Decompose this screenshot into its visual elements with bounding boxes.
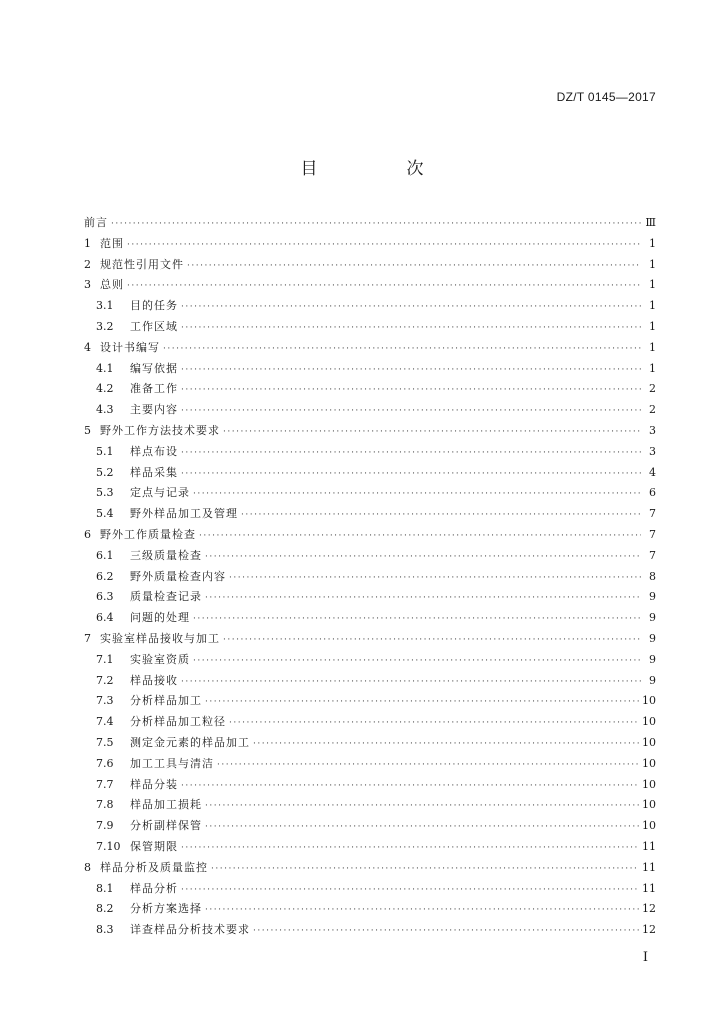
toc-entry[interactable] xyxy=(84,567,656,588)
toc-entry[interactable] xyxy=(84,213,656,234)
toc-entry-page: 3 xyxy=(649,444,656,458)
toc-entry-page: 10 xyxy=(642,756,656,770)
toc-entry-page: 6 xyxy=(649,486,656,500)
toc-entry-label: 总则 xyxy=(100,278,124,292)
toc-entry[interactable] xyxy=(84,837,656,858)
toc-entry-page: 3 xyxy=(649,423,656,437)
toc-entry-number: 7.6 xyxy=(96,756,114,770)
toc-entry[interactable] xyxy=(84,400,656,421)
toc-entry[interactable] xyxy=(84,899,656,920)
toc-entry-page: 1 xyxy=(649,319,656,333)
toc-entry[interactable] xyxy=(84,483,656,504)
toc-entry[interactable] xyxy=(84,608,656,629)
page-title: 目 次 xyxy=(300,159,460,179)
toc-entry-page: 1 xyxy=(649,236,656,250)
toc-entry-number: 5.1 xyxy=(96,444,114,458)
toc-entry-label: 样品加工损耗 xyxy=(130,798,202,812)
toc-entry-label: 分析样品加工 xyxy=(130,694,202,708)
toc-entry-number: 6.4 xyxy=(96,611,114,625)
toc-entry[interactable] xyxy=(84,442,656,463)
toc-entry-number: 3.2 xyxy=(96,319,114,333)
table-of-contents xyxy=(84,213,656,941)
toc-entry-label: 样品分装 xyxy=(130,777,178,791)
toc-entry-label: 样点布设 xyxy=(130,444,178,458)
standard-code: DZ/T 0145—2017 xyxy=(556,90,656,104)
page-number: I xyxy=(642,950,648,965)
toc-leader-dots xyxy=(229,568,641,589)
toc-entry-number: 7.10 xyxy=(96,839,121,853)
toc-entry[interactable] xyxy=(84,712,656,733)
toc-entry-page: 8 xyxy=(649,569,656,583)
toc-entry-number: 8.1 xyxy=(96,881,114,895)
toc-leader-dots xyxy=(211,859,639,880)
toc-entry[interactable] xyxy=(84,275,656,296)
toc-entry-label: 样品分析 xyxy=(130,881,178,895)
toc-leader-dots xyxy=(205,588,641,609)
toc-entry[interactable] xyxy=(84,816,656,837)
toc-leader-dots xyxy=(181,318,641,339)
toc-entry-label: 准备工作 xyxy=(130,382,178,396)
toc-entry-label: 问题的处理 xyxy=(130,611,190,625)
toc-entry-label: 设计书编写 xyxy=(100,340,160,354)
toc-entry-number: 7.3 xyxy=(96,694,114,708)
toc-entry[interactable] xyxy=(84,255,656,276)
toc-entry-page: 10 xyxy=(642,777,656,791)
toc-entry-page: 7 xyxy=(649,527,656,541)
toc-leader-dots xyxy=(205,692,639,713)
toc-entry-page: 7 xyxy=(649,507,656,521)
toc-entry-label: 定点与记录 xyxy=(130,486,190,500)
toc-entry-page: 9 xyxy=(649,652,656,666)
toc-entry-page: 7 xyxy=(649,548,656,562)
toc-entry-label: 实验室样品接收与加工 xyxy=(100,631,220,645)
toc-entry-number: 5 xyxy=(84,423,91,437)
toc-entry[interactable] xyxy=(84,733,656,754)
toc-entry-page: Ⅲ xyxy=(645,216,656,229)
toc-entry-number: 7 xyxy=(84,631,91,645)
toc-entry-page: 1 xyxy=(649,257,656,271)
toc-entry[interactable] xyxy=(84,587,656,608)
toc-entry-page: 10 xyxy=(642,798,656,812)
toc-leader-dots xyxy=(229,713,639,734)
toc-leader-dots xyxy=(127,276,641,297)
toc-leader-dots xyxy=(187,256,641,277)
toc-entry-number: 4.2 xyxy=(96,382,114,396)
toc-entry-page: 9 xyxy=(649,631,656,645)
toc-entry-label: 分析副样保管 xyxy=(130,819,202,833)
toc-entry-number: 3 xyxy=(84,278,91,292)
toc-leader-dots xyxy=(193,651,641,672)
toc-leader-dots xyxy=(205,817,639,838)
toc-leader-dots xyxy=(163,339,641,360)
toc-leader-dots xyxy=(217,755,639,776)
toc-entry-label: 保管期限 xyxy=(130,839,178,853)
toc-entry-number: 8.3 xyxy=(96,923,114,937)
toc-leader-dots xyxy=(193,484,641,505)
toc-entry-page: 10 xyxy=(642,715,656,729)
toc-entry-number: 5.4 xyxy=(96,507,114,521)
toc-entry-number: 7.7 xyxy=(96,777,114,791)
toc-entry-number: 6.1 xyxy=(96,548,114,562)
toc-leader-dots xyxy=(223,422,641,443)
toc-entry-page: 1 xyxy=(649,299,656,313)
toc-entry-page: 11 xyxy=(642,881,656,895)
toc-leader-dots xyxy=(253,734,639,755)
toc-entry-number: 7.2 xyxy=(96,673,114,687)
toc-entry[interactable] xyxy=(84,504,656,525)
toc-entry-number: 2 xyxy=(84,257,91,271)
toc-entry-label: 野外样品加工及管理 xyxy=(130,507,238,521)
toc-entry[interactable] xyxy=(84,879,656,900)
toc-entry-page: 9 xyxy=(649,590,656,604)
toc-leader-dots xyxy=(253,921,639,942)
toc-entry-label: 野外工作方法技术要求 xyxy=(100,423,220,437)
toc-entry-number: 6.2 xyxy=(96,569,114,583)
toc-leader-dots xyxy=(181,464,641,485)
toc-entry-label: 详查样品分析技术要求 xyxy=(130,923,250,937)
toc-entry-label: 样品采集 xyxy=(130,465,178,479)
toc-entry-page: 9 xyxy=(649,611,656,625)
toc-entry[interactable] xyxy=(84,234,656,255)
toc-entry-page: 12 xyxy=(642,923,656,937)
toc-entry-page: 10 xyxy=(642,694,656,708)
toc-entry[interactable] xyxy=(84,359,656,380)
toc-entry-label: 规范性引用文件 xyxy=(100,257,184,271)
toc-entry-label: 野外质量检查内容 xyxy=(130,569,226,583)
toc-entry-number: 8 xyxy=(84,860,91,874)
toc-entry[interactable] xyxy=(84,775,656,796)
toc-entry-page: 1 xyxy=(649,361,656,375)
toc-entry-number: 3.1 xyxy=(96,299,114,313)
toc-entry[interactable] xyxy=(84,795,656,816)
toc-leader-dots xyxy=(205,796,639,817)
toc-leader-dots xyxy=(127,235,641,256)
toc-entry-page: 10 xyxy=(642,735,656,749)
toc-entry-page: 9 xyxy=(649,673,656,687)
toc-leader-dots xyxy=(181,880,639,901)
toc-entry[interactable] xyxy=(84,296,656,317)
toc-entry-number: 7.1 xyxy=(96,652,114,666)
toc-leader-dots xyxy=(181,380,641,401)
toc-entry[interactable] xyxy=(84,379,656,400)
toc-entry-label: 范围 xyxy=(100,236,124,250)
toc-entry-label: 加工工具与清洁 xyxy=(130,756,214,770)
toc-entry-number: 6.3 xyxy=(96,590,114,604)
toc-entry[interactable] xyxy=(84,858,656,879)
toc-entry-number: 4.1 xyxy=(96,361,114,375)
toc-entry-page: 12 xyxy=(642,902,656,916)
toc-entry[interactable] xyxy=(84,671,656,692)
toc-entry[interactable] xyxy=(84,421,656,442)
toc-leader-dots xyxy=(223,630,641,651)
toc-entry-number: 7.9 xyxy=(96,819,114,833)
toc-entry[interactable] xyxy=(84,650,656,671)
toc-leader-dots xyxy=(111,214,641,235)
toc-entry-number: 7.8 xyxy=(96,798,114,812)
toc-leader-dots xyxy=(181,401,641,422)
toc-leader-dots xyxy=(181,443,641,464)
toc-leader-dots xyxy=(241,505,641,526)
toc-entry-label: 野外工作质量检查 xyxy=(100,527,196,541)
toc-entry-label: 实验室资质 xyxy=(130,652,190,666)
toc-entry-page: 1 xyxy=(649,340,656,354)
toc-entry-number: 1 xyxy=(84,236,91,250)
toc-entry-page: 11 xyxy=(642,839,656,853)
toc-leader-dots xyxy=(193,609,641,630)
toc-leader-dots xyxy=(199,526,641,547)
toc-entry[interactable] xyxy=(84,463,656,484)
toc-leader-dots xyxy=(181,838,639,859)
toc-entry[interactable] xyxy=(84,920,656,941)
toc-entry-page: 1 xyxy=(649,278,656,292)
toc-entry[interactable] xyxy=(84,754,656,775)
toc-entry-number: 4 xyxy=(84,340,91,354)
toc-leader-dots xyxy=(181,360,641,381)
toc-entry[interactable] xyxy=(84,338,656,359)
toc-entry-label: 目的任务 xyxy=(130,299,178,313)
toc-entry-label: 测定金元素的样品加工 xyxy=(130,735,250,749)
toc-entry-label: 工作区域 xyxy=(130,319,178,333)
toc-entry-label: 三级质量检查 xyxy=(130,548,202,562)
toc-entry-page: 2 xyxy=(649,403,656,417)
toc-entry[interactable] xyxy=(84,691,656,712)
toc-entry-number: 7.5 xyxy=(96,735,114,749)
toc-entry-label: 前言 xyxy=(84,216,108,229)
toc-entry[interactable] xyxy=(84,546,656,567)
toc-entry-label: 分析样品加工粒径 xyxy=(130,715,226,729)
toc-entry-number: 5.3 xyxy=(96,486,114,500)
toc-entry-number: 6 xyxy=(84,527,91,541)
toc-entry-label: 主要内容 xyxy=(130,403,178,417)
toc-entry-page: 2 xyxy=(649,382,656,396)
toc-leader-dots xyxy=(181,297,641,318)
toc-entry-label: 编写依据 xyxy=(130,361,178,375)
toc-entry-number: 8.2 xyxy=(96,902,114,916)
toc-entry-label: 分析方案选择 xyxy=(130,902,202,916)
toc-entry-number: 7.4 xyxy=(96,715,114,729)
toc-entry-page: 10 xyxy=(642,819,656,833)
toc-entry-number: 4.3 xyxy=(96,403,114,417)
toc-entry[interactable] xyxy=(84,317,656,338)
toc-entry-label: 样品分析及质量监控 xyxy=(100,860,208,874)
toc-leader-dots xyxy=(181,672,641,693)
toc-leader-dots xyxy=(181,776,639,797)
toc-leader-dots xyxy=(205,900,639,921)
toc-entry-label: 质量检查记录 xyxy=(130,590,202,604)
toc-leader-dots xyxy=(205,547,641,568)
toc-entry-label: 样品接收 xyxy=(130,673,178,687)
toc-entry-page: 11 xyxy=(642,860,656,874)
toc-entry[interactable] xyxy=(84,629,656,650)
toc-entry-page: 4 xyxy=(649,465,656,479)
toc-entry-number: 5.2 xyxy=(96,465,114,479)
toc-entry[interactable] xyxy=(84,525,656,546)
